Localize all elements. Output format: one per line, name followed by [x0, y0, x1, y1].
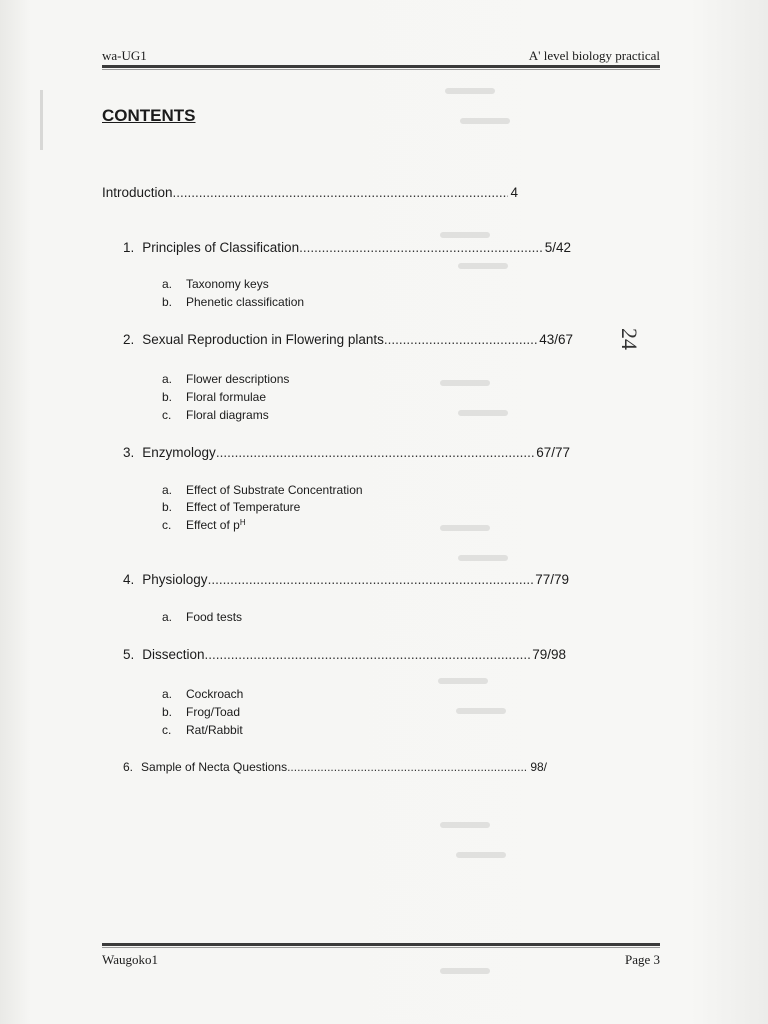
toc-number: 5.	[123, 647, 135, 662]
toc-subentry: c. Floral diagrams	[162, 408, 269, 422]
scan-smudge	[458, 410, 508, 416]
toc-subentry: c. Rat/Rabbit	[162, 723, 243, 737]
scan-smudge	[440, 968, 490, 974]
toc-entry-introduction	[102, 185, 518, 200]
toc-subentry: b. Floral formulae	[162, 390, 267, 404]
scan-smudge	[460, 118, 510, 124]
toc-page: 98/	[530, 760, 547, 774]
scan-smudge	[458, 263, 508, 269]
scan-smudge	[440, 525, 490, 531]
toc-entry-1	[123, 240, 571, 255]
scan-smudge	[440, 380, 490, 386]
scan-smudge	[456, 708, 506, 714]
toc-label: Sexual Reproduction in Flowering plants	[142, 332, 384, 347]
scan-smudge	[456, 852, 506, 858]
toc-label: Physiology	[142, 572, 208, 587]
footer-page-number: Page 3	[624, 952, 660, 967]
footer-rule-thin	[102, 947, 660, 948]
toc-label: Principles of Classification	[142, 240, 300, 255]
toc-leader	[216, 445, 534, 460]
toc-number: 2.	[123, 332, 135, 347]
handwritten-mark: 24	[617, 328, 642, 350]
toc-leader	[208, 572, 534, 587]
toc-page: 79/98	[532, 647, 566, 662]
toc-number: 1.	[123, 240, 135, 255]
toc-label: Enzymology	[142, 445, 216, 460]
toc-number: 4.	[123, 572, 135, 587]
scan-smudge	[445, 88, 495, 94]
toc-entry-2	[123, 332, 573, 347]
footer-rule	[102, 943, 660, 946]
scan-smudge	[458, 555, 508, 561]
toc-subentry: b. Effect of Temperature	[162, 500, 301, 514]
toc-entry-5	[123, 647, 566, 662]
scan-smudge	[440, 232, 490, 238]
toc-page: 43/67	[539, 332, 573, 347]
superscript: H	[239, 518, 246, 527]
toc-entry-3	[123, 445, 570, 460]
header-rule	[102, 65, 660, 68]
page-title: CONTENTS	[102, 106, 196, 125]
header-rule-thin	[102, 69, 660, 70]
header-right: A' level biology practical	[528, 48, 660, 63]
toc-leader	[299, 240, 543, 255]
toc-number: 3.	[123, 445, 135, 460]
toc-page: 67/77	[536, 445, 570, 460]
toc-subentry: a. Food tests	[162, 610, 243, 624]
toc-leader	[173, 185, 509, 200]
toc-page: 4	[510, 185, 518, 200]
toc-entry-6	[123, 760, 547, 774]
scan-smudge	[438, 678, 488, 684]
toc-subentry: a. Taxonomy keys	[162, 277, 269, 291]
toc-subentry: c. Effect of p H	[162, 518, 246, 532]
toc-leader	[205, 647, 531, 662]
scan-smudge	[440, 822, 490, 828]
toc-leader	[287, 760, 528, 774]
toc-entry-4	[123, 572, 569, 587]
toc-label: Dissection	[142, 647, 205, 662]
toc-number: 6.	[123, 760, 134, 774]
toc-label: Sample of Necta Questions	[141, 760, 288, 774]
toc-label: Introduction	[102, 185, 173, 200]
toc-subentry: b. Phenetic classification	[162, 295, 305, 309]
toc-subentry: b. Frog/Toad	[162, 705, 241, 719]
toc-page: 5/42	[544, 240, 571, 255]
toc-subentry: a. Cockroach	[162, 687, 244, 701]
toc-leader	[384, 332, 537, 347]
header-left: wa-UG1	[102, 48, 147, 63]
toc-subentry: a. Flower descriptions	[162, 372, 290, 386]
toc-subentry: a. Effect of Substrate Concentration	[162, 483, 363, 497]
toc-page: 77/79	[535, 572, 569, 587]
footer-left: Waugoko1	[102, 952, 158, 967]
scan-edge-mark	[40, 90, 43, 150]
